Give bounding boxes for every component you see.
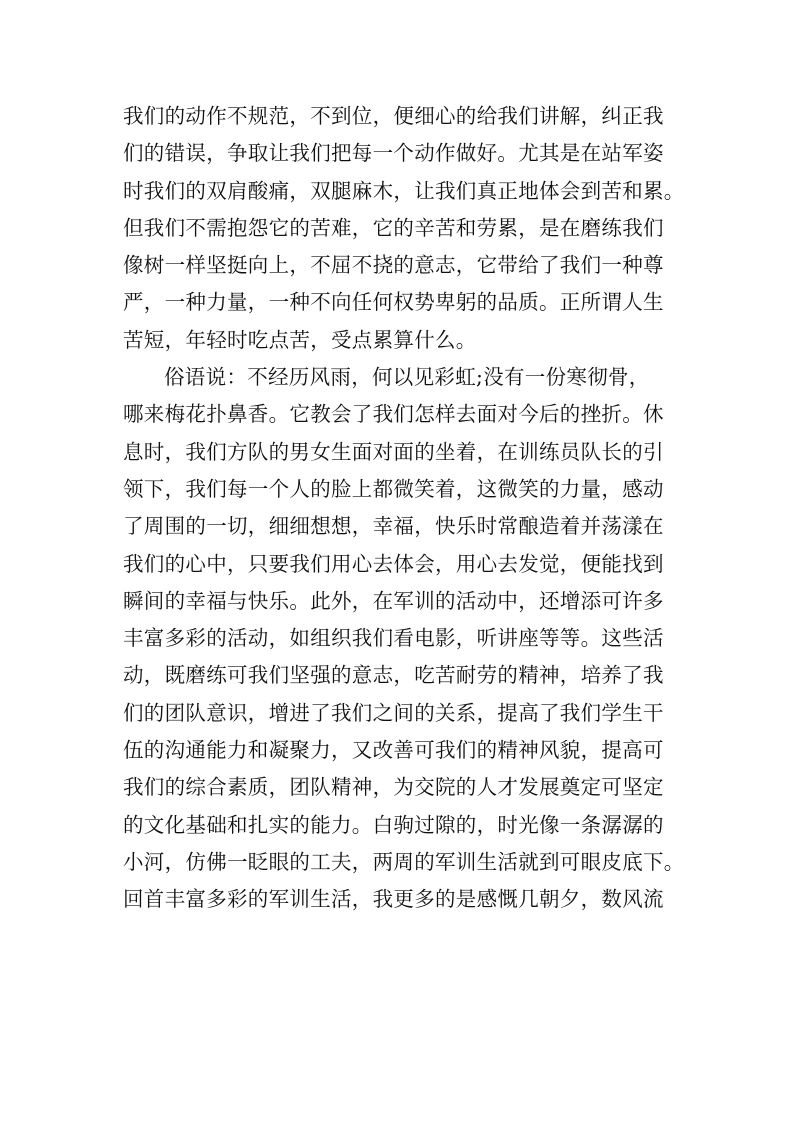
text-line: 伍的沟通能力和凝聚力，又改善可我们的精神风貌，提高可 [123, 738, 664, 763]
text-line: 回首丰富多彩的军训生活，我更多的是感慨几朝夕，数风流 [123, 887, 664, 912]
text-line: 领下，我们每一个人的脸上都微笑着，这微笑的力量，感动 [123, 476, 664, 501]
text-line: 我们的动作不规范，不到位，便细心的给我们讲解，纠正我 [123, 104, 664, 128]
text-line: 我们的综合素质，团队精神，为交院的人才发展奠定可坚定 [123, 775, 664, 800]
text-line: 小河，仿佛一眨眼的工夫，两周的军训生活就到可眼皮底下。 [123, 849, 685, 874]
text-line: 动，既磨练可我们坚强的意志，吃苦耐劳的精神，培养了我 [123, 663, 664, 688]
text-line: 瞬间的幸福与快乐。此外，在军训的活动中，还增添可许多 [123, 588, 664, 613]
text-line: 我们的心中，只要我们用心去体会，用心去发觉，便能找到 [123, 551, 664, 576]
text-line: 息时，我们方队的男女生面对面的坐着，在训练员队长的引 [123, 439, 664, 464]
paragraph-start-line: 俗语说：不经历风雨，何以见彩虹;没有一份寒彻骨， [164, 365, 650, 390]
text-line: 们的错误，争取让我们把每一个动作做好。尤其是在站军姿 [123, 141, 664, 166]
text-line: 们的团队意识，增进了我们之间的关系，提高了我们学生干 [123, 700, 664, 725]
text-line: 丰富多彩的活动，如组织我们看电影，听讲座等等。这些活 [123, 626, 664, 651]
text-line: 的文化基础和扎实的能力。白驹过隙的，时光像一条潺潺的 [123, 812, 664, 837]
text-line: 严，一种力量，一种不向任何权势卑躬的品质。正所谓人生 [123, 290, 664, 315]
text-line: 了周围的一切，细细想想，幸福，快乐时常酿造着并荡漾在 [123, 514, 664, 539]
text-line: 哪来梅花扑鼻香。它教会了我们怎样去面对今后的挫折。休 [123, 402, 664, 427]
body-text [123, 98, 723, 919]
text-line: 但我们不需抱怨它的苦难，它的辛苦和劳累，是在磨练我们 [123, 215, 664, 240]
text-line: 时我们的双肩酸痛，双腿麻木，让我们真正地体会到苦和累。 [123, 178, 685, 203]
text-line: 苦短，年轻时吃点苦，受点累算什么。 [123, 327, 477, 352]
text-line: 像树一样坚挺向上，不屈不挠的意志，它带给了我们一种尊 [123, 253, 664, 278]
